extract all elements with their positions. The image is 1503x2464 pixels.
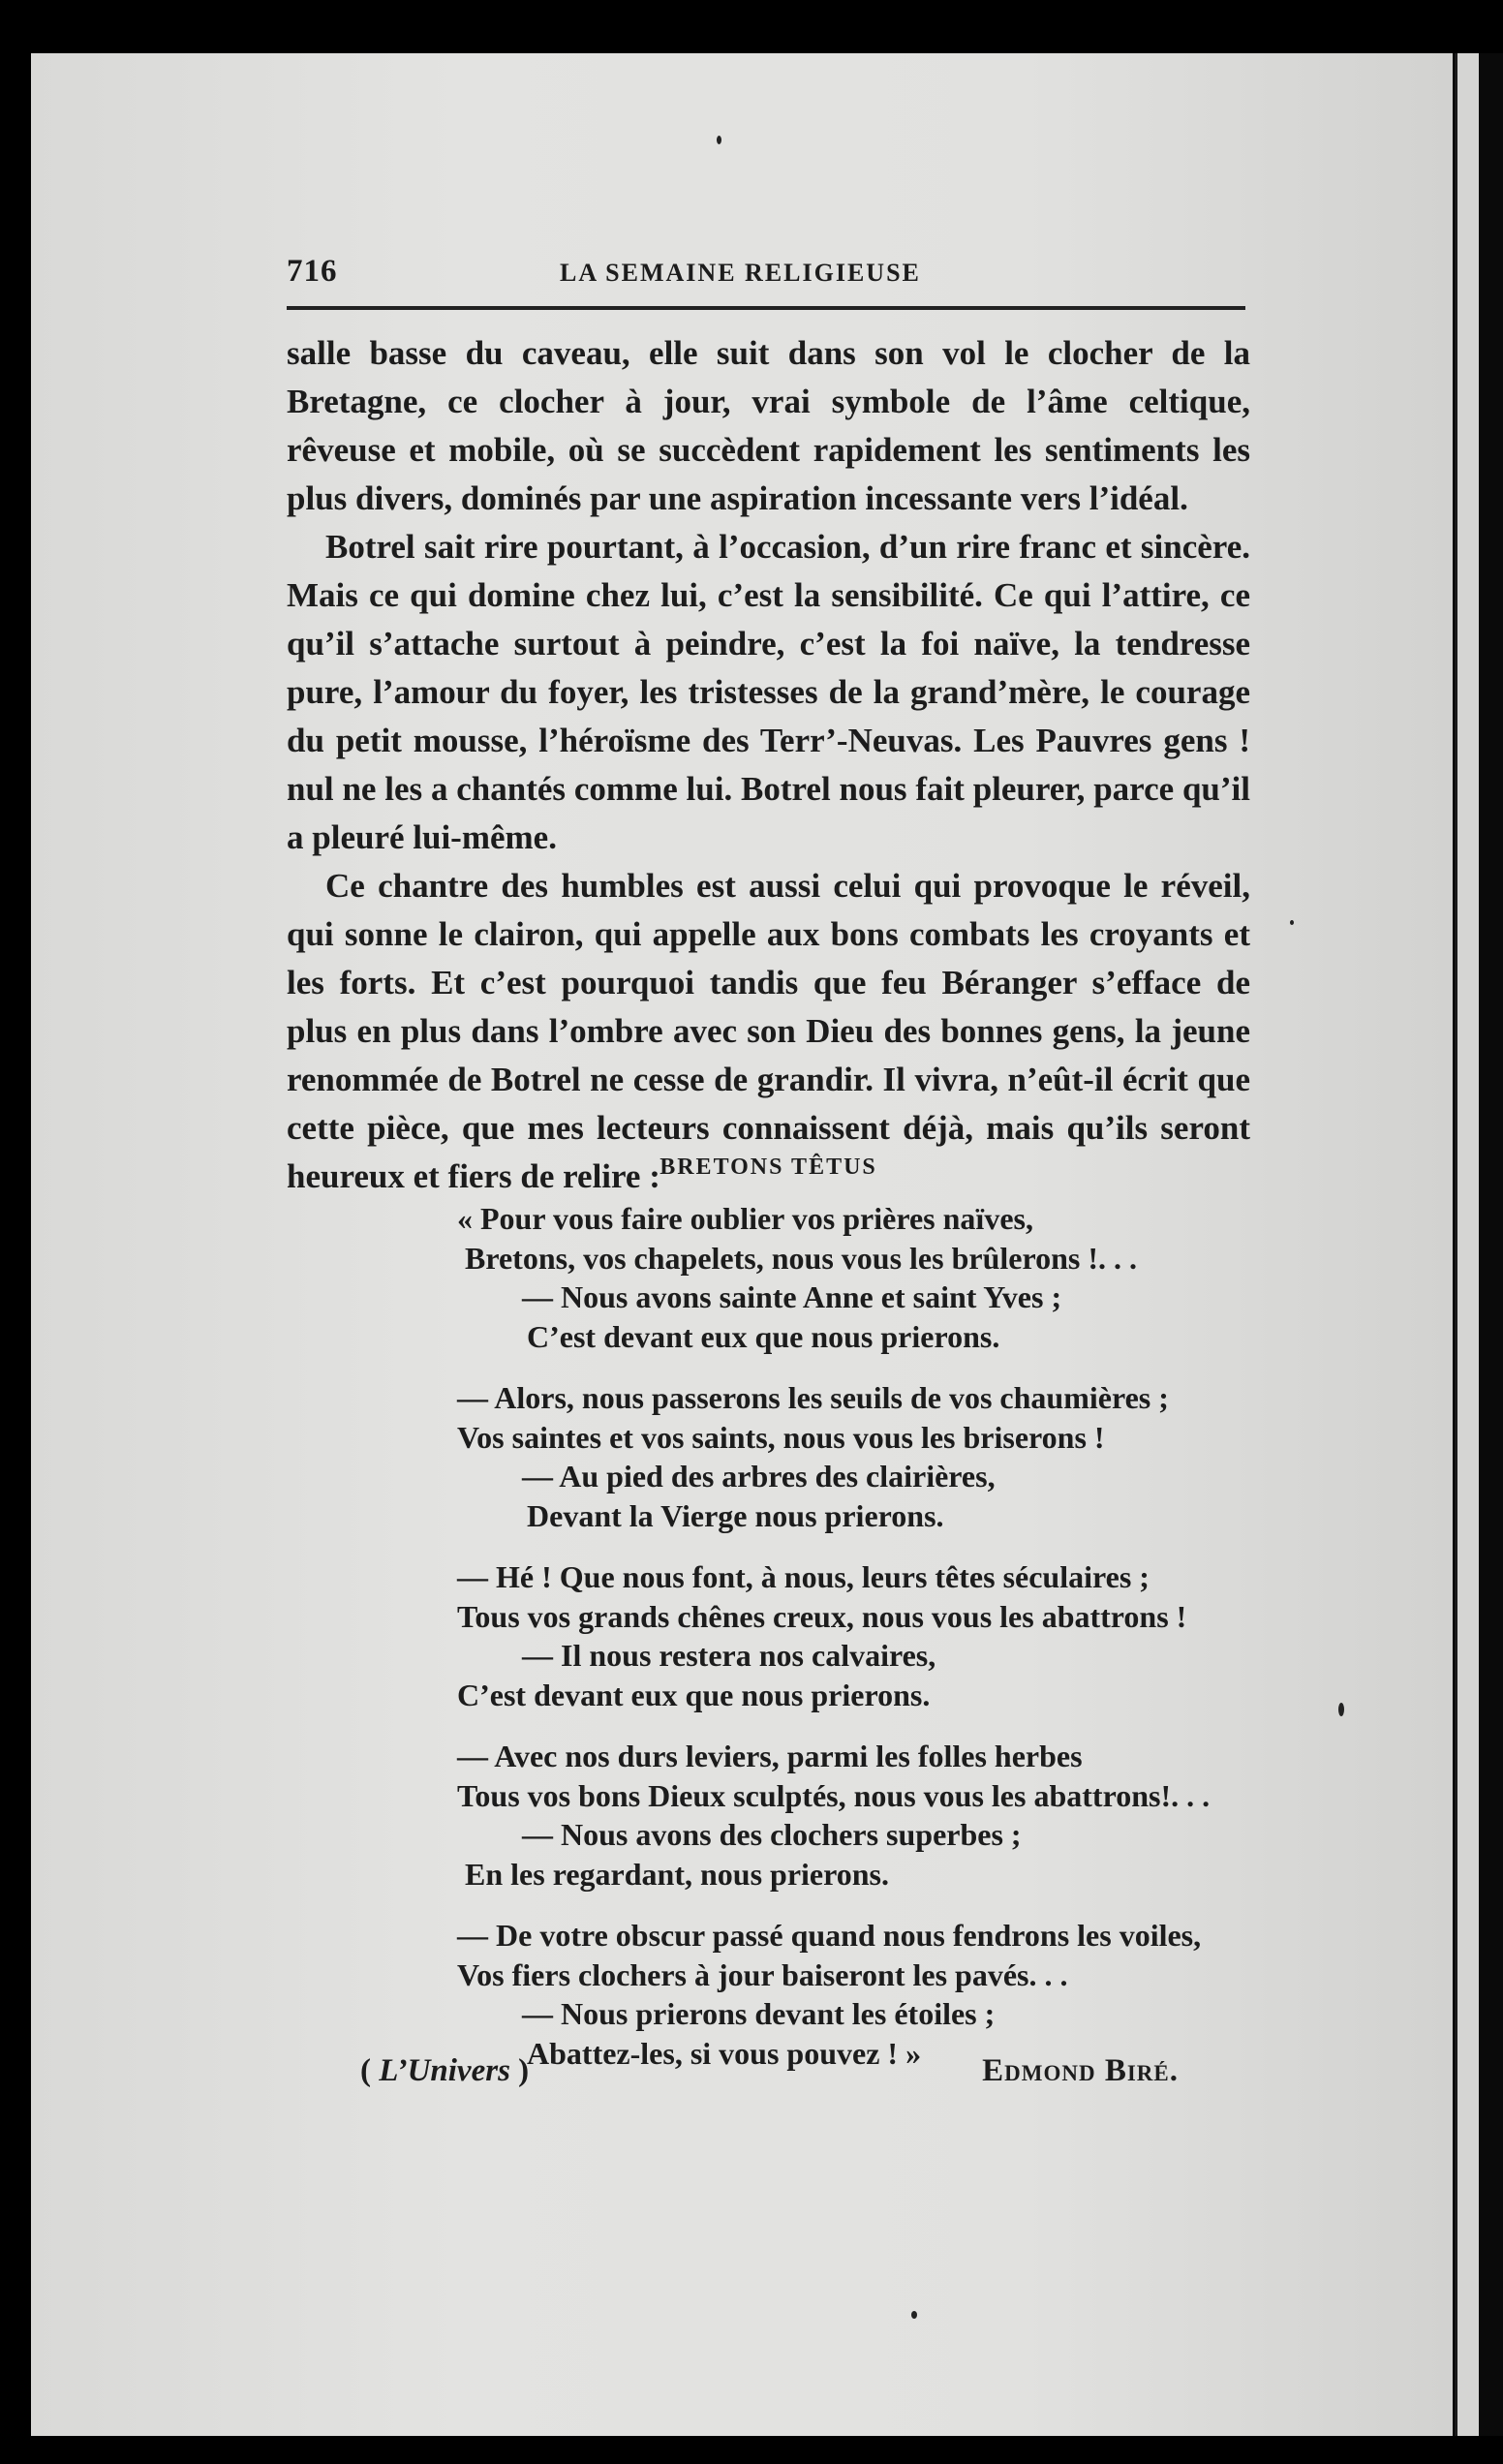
poem-line: — De votre obscur passé quand nous fendrons les voiles,: [457, 1918, 1202, 1953]
poem-line: C’est devant eux que nous prierons.: [457, 1677, 931, 1712]
source-paren-close: ): [509, 2053, 530, 2088]
poem-line: — Hé ! Que nous font, à nous, leurs têtes séculaires ;: [457, 1559, 1150, 1594]
poem-line: — Avec nos durs leviers, parmi les folles herbes: [457, 1739, 1083, 1773]
facing-page-edge: [1455, 53, 1479, 2436]
header-rule: [287, 306, 1245, 310]
poem-line: C’est devant eux que nous prierons.: [527, 1318, 1000, 1354]
poem-line: Bretons, vos chapelets, nous vous les brûlerons !. . .: [465, 1240, 1137, 1276]
running-head: [287, 254, 1245, 293]
poem-line: Devant la Vierge nous prierons.: [527, 1497, 944, 1533]
running-title: LA SEMAINE RELIGIEUSE: [560, 259, 921, 287]
print-speck: [1338, 1703, 1344, 1716]
poem-line: — Nous avons sainte Anne et saint Yves ;: [522, 1279, 1062, 1314]
poem-line: — Alors, nous passerons les seuils de vos chaumières ;: [457, 1380, 1169, 1415]
stanza-1: [457, 1199, 1251, 1356]
source-name: L’Univers: [379, 2053, 510, 2088]
source-paren-open: (: [360, 2053, 380, 2088]
poem-line: — Il nous restera nos calvaires,: [522, 1638, 936, 1673]
poem-line: — Au pied des arbres des clairières,: [522, 1459, 996, 1494]
poem-title: BRETONS TÊTUS: [659, 1155, 877, 1180]
print-speck: [717, 136, 721, 144]
poem-line: — Nous prierons devant les étoiles ;: [522, 1996, 996, 2031]
poem-line: Vos fiers clochers à jour baiseront les pavés. . .: [457, 1956, 1068, 1992]
poem-line: Tous vos grands chênes creux, nous vous les abattrons !: [457, 1598, 1187, 1634]
poem-line: Tous vos bons Dieux sculptés, nous vous les abattrons!. . .: [457, 1777, 1211, 1813]
paragraph-3: Ce chantre des humbles est aussi celui qui provoque le réveil, qui sonne le clairon, qui appelle aux bons combats les croyants et les forts. Et c’est pourquoi tandis que feu Béranger s’efface de plus en plus dans l’ombre avec son Dieu des bonnes gens, la jeune renommée de Botrel ne cesse de grandir. Il vivra, n’eût-il écrit que cette pièce, que mes lecteurs connaissent déjà, mais qu’ils seront heureux et fiers de relire :: [287, 867, 1250, 1195]
paragraph-2: Botrel sait rire pourtant, à l’occasion, d’un rire franc et sincère. Mais ce qui domine chez lui, c’est la sensibilité. Ce qui l’attire, ce qu’il s’attache surtout à peindre, c’est la foi naïve, la tendresse pure, l’amour du foyer, les tristesses de la grand’mère, le courage du petit mousse, l’héroïsme des Terr’-Neuvas. Les Pauvres gens ! nul ne les a chantés comme lui. Botrel nous fait pleurer, parce qu’il a pleuré lui-même.: [287, 528, 1250, 856]
poem-line: « Pour vous faire oublier vos prières naïves,: [457, 1201, 1033, 1236]
author-name: Edmond Biré.: [982, 2053, 1179, 2088]
paragraph-1: salle basse du caveau, elle suit dans son vol le clocher de la Bretagne, ce clocher à jour, vrai symbole de l’âme celtique, rêveuse et mobile, où se succèdent rapidement les sentiments les plus divers, dominés par une aspiration incessante vers l’idéal.: [287, 334, 1250, 517]
poem-line: Vos saintes et vos saints, nous vous les briserons !: [457, 1419, 1105, 1455]
article-body: [287, 329, 1250, 1201]
poem-line: Abattez-les, si vous pouvez ! »: [527, 2035, 922, 2071]
page-number: 716: [287, 254, 338, 289]
poem-line: — Nous avons des clochers superbes ;: [522, 1817, 1022, 1852]
stanza-2: [457, 1378, 1251, 1535]
source-citation: [360, 2053, 529, 2089]
print-speck: [1290, 920, 1294, 925]
scan-border: [1479, 53, 1503, 2436]
stanza-4: [457, 1737, 1251, 1894]
stanza-3: [457, 1557, 1251, 1714]
stanza-5: [457, 1916, 1251, 2073]
print-speck: [911, 2311, 917, 2319]
signature: [360, 2053, 1179, 2102]
poem: [457, 1199, 1251, 2095]
poem-line: En les regardant, nous prierons.: [465, 1856, 889, 1892]
